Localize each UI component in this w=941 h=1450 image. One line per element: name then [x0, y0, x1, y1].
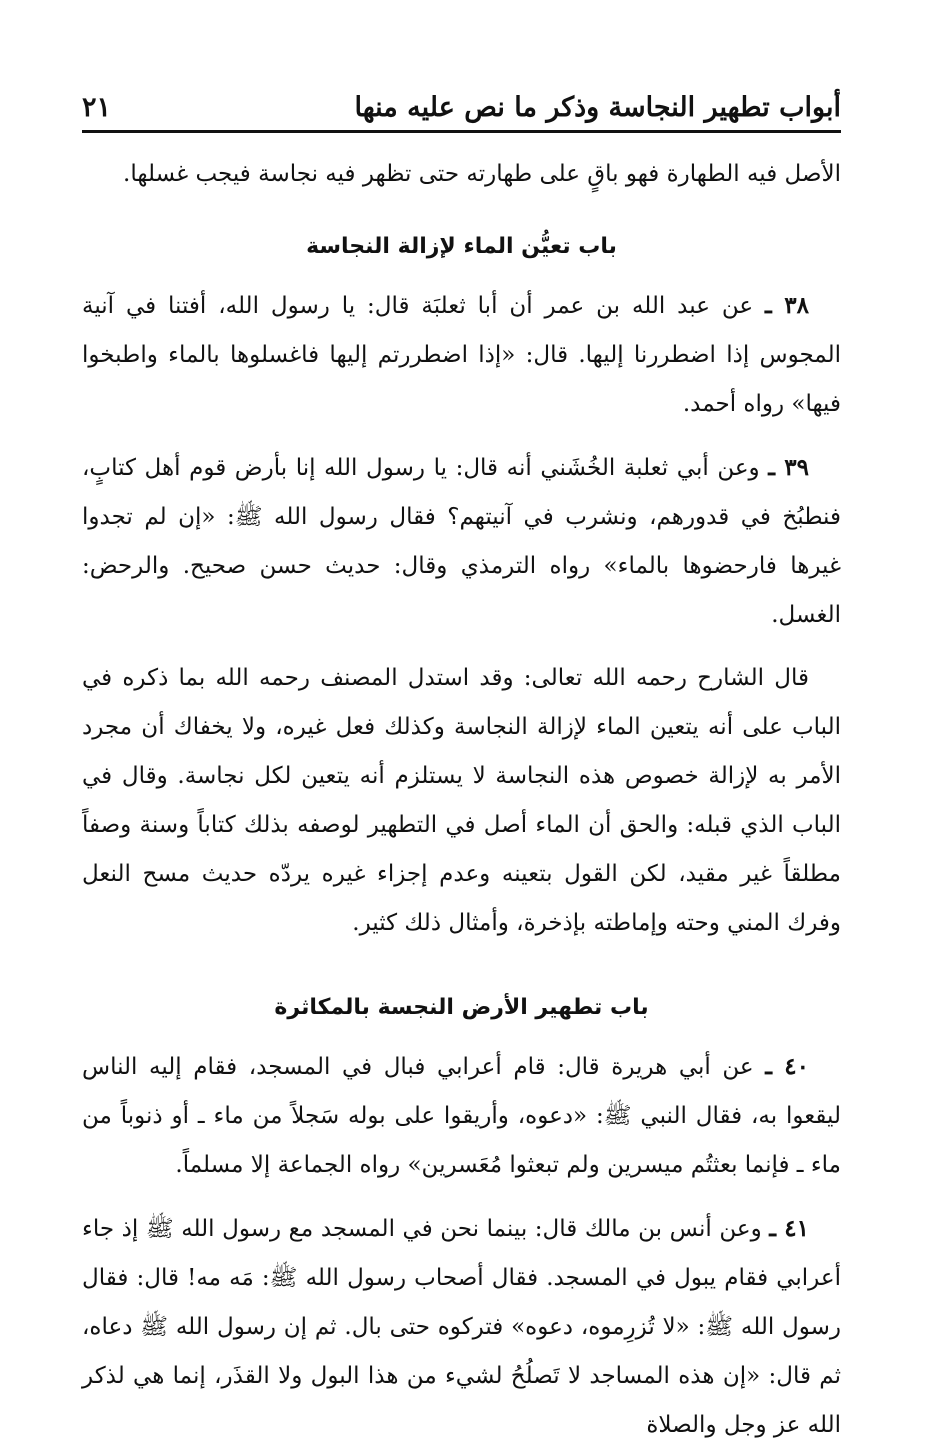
section-heading-ground: باب تطهير الأرض النجسة بالمكاثرة: [274, 995, 649, 1020]
hadith-39: [82, 443, 841, 640]
hadith-number: ٤٠ ـ: [765, 1053, 810, 1080]
page-body: [82, 150, 841, 1450]
hadith-text: وعن أنس بن مالك قال: بينما نحن في المسجد مع رسول الله ﷺ إذ جاء أعرابي فقام يبول في المسجد. فقال أصحاب رسول الله ﷺ: مَه مه! قال: فقال رسول الله ﷺ: «لا تُزرِموه، دعوه» فتركوه حتى بال. ثم إن رسول الله ﷺ دعاه، ثم قال: «إن هذه المساجد لا تَصلُحُ لشيء من هذا البول ولا القذَر، إنما هي لذكر الله عز وجل والصلاة: [82, 1216, 841, 1438]
hadith-text: عن أبي هريرة قال: قام أعرابي فبال في المسجد، فقام إليه الناس ليقعوا به، فقال النبي ﷺ: «دعوه، وأريقوا على بوله سَجلاً من ماء ـ أو ذنوباً من ماء ـ فإنما بعثتُم ميسرين ولم تبعثوا مُعَسرين» رواه الجماعة إلا مسلماً.: [82, 1054, 841, 1178]
hadith-number: ٤١ ـ: [769, 1215, 810, 1242]
section-heading-water: باب تعيُّن الماء لإزالة النجاسة: [306, 234, 617, 259]
hadith-text: عن عبد الله بن عمر أن أبا ثعلبَة قال: يا رسول الله، أفتنا في آنية المجوس إذا اضطررنا إليها. قال: «إذا اضطررتم إليها فاغسلوها بالماء واطبخوا فيها» رواه أحمد.: [82, 293, 841, 417]
intro-paragraph: الأصل فيه الطهارة فهو باقٍ على طهارته حتى تظهر فيه نجاسة فيجب غسلها.: [123, 161, 841, 187]
page-number: ٢١: [82, 92, 112, 123]
hadith-38: [82, 281, 841, 429]
hadith-40: [82, 1042, 841, 1190]
hadith-number: ٣٨ ـ: [764, 292, 810, 319]
running-title: أبواب تطهير النجاسة وذكر ما نص عليه منها: [354, 92, 841, 123]
header-rule: [82, 130, 841, 133]
page-header: [82, 84, 841, 128]
commentary-paragraph: قال الشارح رحمه الله تعالى: وقد استدل المصنف رحمه الله بما ذكره في الباب على أنه يتعين الماء لإزالة النجاسة وكذلك فعل غيره، ولا يخفاك أن مجرد الأمر به لإزالة خصوص هذه النجاسة لا يستلزم أنه يتعين لكل نجاسة. وقال في الباب الذي قبله: والحق أن الماء أصل في التطهير لوصفه بذلك كتاباً وسنة وصفاً مطلقاً غير مقيد، لكن القول بتعينه وعدم إجزاء غيره يردّه حديث مسح النعل وفرك المني وحته وإماطته بإذخرة، وأمثال ذلك كثير.: [82, 665, 841, 936]
hadith-41: [82, 1204, 841, 1450]
hadith-number: ٣٩ ـ: [768, 454, 809, 481]
hadith-text: وعن أبي ثعلبة الخُشَني أنه قال: يا رسول الله إنا بأرض قوم أهل كتابٍ، فنطبُخ في قدورهم، ونشرب في آنيتهم؟ فقال رسول الله ﷺ: «إن لم تجدوا غيرها فارحضوها بالماء» رواه الترمذي وقال: حديث حسن صحيح. والرحض: الغسل.: [82, 455, 841, 628]
